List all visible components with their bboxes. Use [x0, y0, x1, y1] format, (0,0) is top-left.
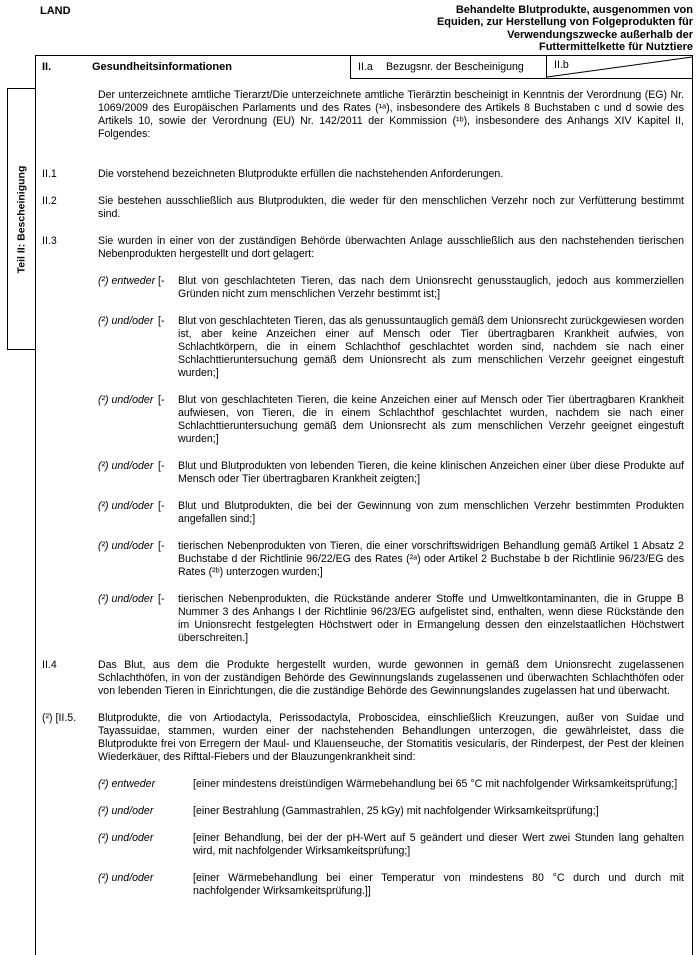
document-title [273, 4, 693, 54]
section-title: Gesundheitsinformationen [92, 61, 232, 73]
section-header-left [36, 56, 350, 79]
option-bracket: [- [158, 460, 165, 472]
option-label: (²) und/oder [98, 315, 154, 327]
clause-ii3-option-row [36, 460, 684, 486]
clause-ii3-option-row [36, 394, 684, 446]
option-text: [einer Wärmebehandlung bei einer Temperatur von mindestens 80 °C durch und durch mit nachfolgender Wirksamkeitsprüfung.]] [193, 872, 684, 897]
clause-ii3-row [36, 235, 684, 261]
option-text: Blut und Blutprodukten, die bei der Gewinnung von zum menschlichen Verzehr bestimmten Produkten angefallen sind;] [178, 500, 684, 525]
option-label: (²) und/oder [98, 460, 154, 472]
clause-ii5-option-row [36, 832, 684, 858]
clause-text: Die vorstehend bezeichneten Blutprodukte erfüllen die nachstehenden Anforderungen. [98, 168, 504, 180]
clause-ii5-option-row [36, 872, 684, 898]
option-text: Blut von geschlachteten Tieren, das nach dem Unionsrecht genusstauglich, jedoch aus kommerziellen Gründen nicht zum menschlichen Verzehr bestimmt ist;] [178, 275, 684, 300]
option-label: (²) und/oder [98, 872, 154, 884]
clause-text: Blutprodukte, die von Artiodactyla, Perissodactyla, Proboscidea, einschließlich Kreuzungen, außer von Suidae und Tayassuidae, stammen, wurden einer der nachstehenden Behandlungen unterzogen, die gewährleistet, dass die Blutprodukte frei von Erregern der Maul- und Klauenseuche, der Stomatitis vesicularis, der Rinderpest, der Pest der kleinen Wiederkäuer, des Rifttal-Fiebers und der Blauzungenkrankheit sind: [98, 712, 684, 763]
document-title-line: Futtermittelkette für Nutztiere [538, 41, 693, 54]
clause-number: II.4 [42, 659, 57, 671]
clause-ii3-option-row [36, 540, 684, 579]
option-bracket: [- [158, 500, 165, 512]
option-text: Blut und Blutprodukten von lebenden Tieren, die keine klinischen Anzeichen einer über diese Produkte auf Mensch oder Tier übertragbaren Krankheit zeigten;] [178, 460, 684, 485]
clause-ii5-option-row [36, 805, 684, 818]
part2-sidebar-tab [7, 88, 36, 350]
document-title-line: Behandelte Blutprodukte, ausgenommen von [455, 4, 693, 16]
option-bracket: [- [158, 593, 165, 605]
clause-ii4-row [36, 659, 684, 698]
option-label: (²) und/oder [98, 832, 154, 844]
option-label: (²) und/oder [98, 394, 154, 406]
section-number: II. [42, 61, 52, 73]
option-text: [einer Behandlung, bei der der pH-Wert auf 5 geändert und dieser Wert zwei Stunden lang gehalten wird, mit nachfolgender Wirksamkeitsprüfung;] [193, 832, 684, 857]
part2-sidebar-label: Teil II: Bescheinigung [15, 165, 28, 273]
option-bracket: [- [158, 540, 165, 552]
option-label: (²) und/oder [98, 805, 154, 817]
option-text: Blut von geschlachteten Tieren, das als genussuntauglich gemäß dem Unionsrecht zurückgewiesen worden ist, aber keine Anzeichen einer auf Mensch oder Tier übertragbaren Krankheit aufwies, von Schlachtkörpern, die in einem Schlachthof geschlachtet worden sind, nachdem sie nach einer Schlachttieruntersuchung gemäß dem Unionsrecht als zum menschlichen Verzehr geeignet eingestuft wurden;] [178, 315, 684, 379]
option-label: (²) und/oder [98, 500, 154, 512]
clause-ii3-option-row [36, 275, 684, 301]
certificate-part2-box [35, 55, 693, 955]
clause-ii5-row [36, 712, 684, 764]
ref-a-label: II.a [358, 61, 373, 73]
clause-ii5-option-row [36, 778, 684, 791]
clause-ii3-option-row [36, 315, 684, 380]
document-title-line: Verwendungszwecke außerhalb der [507, 28, 693, 41]
clause-number: (²) [II.5. [42, 712, 77, 724]
clause-text: Sie wurden in einer von der zuständigen Behörde überwachten Anlage ausschließlich aus den nachstehenden tierischen Nebenprodukten hergestellt und dort gelagert: [98, 235, 684, 260]
option-bracket: [- [158, 315, 165, 327]
option-text: tierischen Nebenprodukten, die Rückstände anderer Stoffe und Umweltkontaminanten, die in Gruppe B Nummer 3 des Anhangs I der Richtlinie 96/23/EG aufgelistet sind, enthalten, wenn diese Rückstände den im Unionsrecht festgelegten Höchstwert oder in Ermangelung dessen den einzelstaatlichen Höchstwert überschreiten.] [178, 593, 684, 644]
clause-number: II.1 [42, 168, 57, 180]
ref-a-text: Bezugsnr. der Bescheinigung [386, 61, 524, 73]
option-text: [einer mindestens dreistündigen Wärmebehandlung bei 65 °C mit nachfolgender Wirksamkeitsprüfung;] [193, 778, 678, 790]
option-label: (²) und/oder [98, 593, 154, 605]
clause-ii3-option-row [36, 593, 684, 645]
intro-paragraph-row [36, 89, 684, 141]
option-label: (²) entweder [98, 778, 156, 790]
reference-number-cell [350, 56, 546, 79]
intro-paragraph: Der unterzeichnete amtliche Tierarzt/Die unterzeichnete amtliche Tierärztin bescheinigt in Kenntnis der Verordnung (EG) Nr. 1069/2009 des Europäischen Parlaments und des Rates (¹ᵃ), insbesondere des Artikels 8 Buchstaben c und d sowie des Artikels 10, sowie der Verordnung (EU) Nr. 142/2011 der Kommission (¹ᵇ), insbesondere des Anhangs XIV Kapitel II, Folgendes: [98, 89, 684, 140]
country-label: LAND [40, 5, 71, 17]
clause-text: Das Blut, aus dem die Produkte hergestellt wurden, wurde gewonnen in gemäß dem Unionsrecht zugelassenen Schlachthöfen, in von der zuständigen Behörde des Gewinnungslands zugelassenen und überwachten Schlachthöfen oder von lebenden Tieren in Einrichtungen, die die zuständige Behörde des Gewinnungslandes zugelassen hat und überwacht. [98, 659, 684, 697]
option-text: Blut von geschlachteten Tieren, die keine Anzeichen einer auf Mensch oder Tier übertragbaren Krankheit aufwiesen, von Tieren, die in einem Schlachthof geschlachtet wurden, nachdem sie nach einer Schlachttieruntersuchung gemäß dem Unionsrecht als zum menschlichen Verzehr geeignet eingestuft wurden;] [178, 394, 684, 445]
clause-ii2-row [36, 195, 684, 221]
clause-number: II.2 [42, 195, 57, 207]
clause-ii1-row [36, 168, 684, 181]
option-text: tierischen Nebenprodukten von Tieren, die einer vorschriftswidrigen Behandlung gemäß Artikel 1 Absatz 2 Buchstabe d der Richtlinie 96/22/EG des Rates (²ᵃ) oder Artikel 2 Buchstabe b der Richtlinie 96/23/EG des Rates (²ᵇ) unterzogen wurden;] [178, 540, 684, 578]
clause-number [36, 89, 98, 141]
option-label: (²) entweder [98, 275, 156, 287]
ref-b-label: II.b [554, 59, 569, 71]
clause-number: II.3 [42, 235, 57, 247]
option-bracket: [- [158, 275, 165, 287]
option-bracket: [- [158, 394, 165, 406]
clause-ii3-option-row [36, 500, 684, 526]
section-header-row [36, 56, 692, 79]
diagonal-strike-line [547, 56, 692, 78]
health-information-content [36, 79, 692, 898]
local-reference-cell [546, 56, 692, 79]
document-title-line: Equiden, zur Herstellung von Folgeprodukten für [436, 16, 693, 29]
option-text: [einer Bestrahlung (Gammastrahlen, 25 kGy) mit nachfolgender Wirksamkeitsprüfung;] [193, 805, 599, 817]
option-label: (²) und/oder [98, 540, 154, 552]
clause-text: Sie bestehen ausschließlich aus Blutprodukten, die weder für den menschlichen Verzehr noch zur Verfütterung bestimmt sind. [98, 195, 684, 220]
